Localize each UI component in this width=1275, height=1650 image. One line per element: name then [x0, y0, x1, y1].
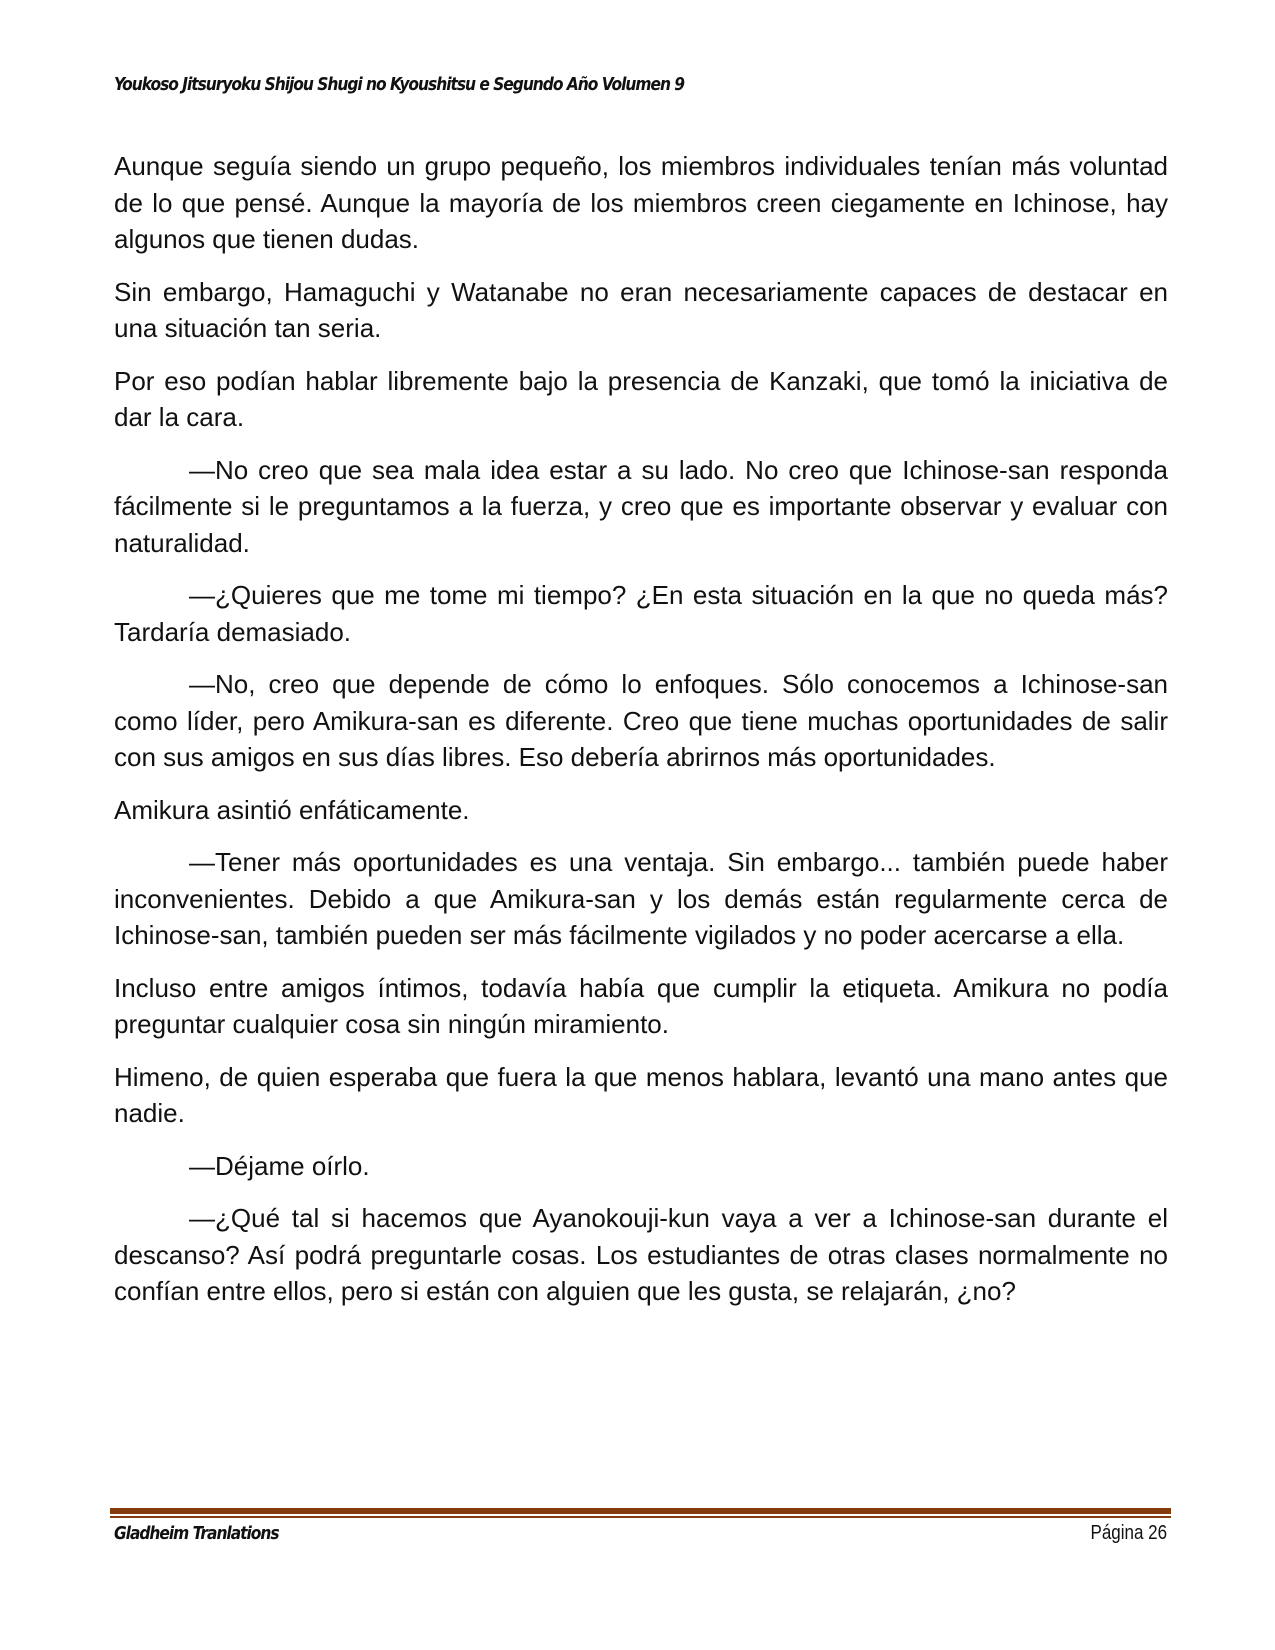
dialogue-paragraph: —¿Qué tal si hacemos que Ayanokouji-kun vaya a ver a Ichinose-san durante el descanso? Así podrá preguntarle cosas. Los estudiantes de otras clases normalmente no confían entre ellos, pero si están con alguien que les gusta, se relajarán, ¿no?: [114, 1203, 1168, 1306]
page-label: Página: [1090, 1522, 1144, 1544]
running-header: Youkoso Jitsuryoku Shijou Shugi no Kyoushitsu e Segundo Año Volumen 9: [114, 74, 685, 95]
footer-rule-thick: [110, 1508, 1171, 1514]
paragraph: Incluso entre amigos íntimos, todavía había que cumplir la etiqueta. Amikura no podía preguntar cualquier cosa sin ningún miramiento.: [114, 972, 1168, 1039]
dialogue-paragraph: —No, creo que depende de cómo lo enfoques. Sólo conocemos a Ichinose-san como líder, pero Amikura-san es diferente. Creo que tiene muchas oportunidades de salir con sus amigos en sus días libres. Eso debería abrirnos más oportunidades.: [114, 669, 1168, 772]
dialogue-paragraph: —No creo que sea mala idea estar a su lado. No creo que Ichinose-san responda fácilmente si le preguntamos a la fuerza, y creo que es importante observar y evaluar con naturalidad.: [114, 454, 1168, 558]
paragraph: Por eso podían hablar libremente bajo la presencia de Kanzaki, que tomó la iniciativa de dar la cara.: [114, 365, 1168, 432]
paragraph: Sin embargo, Hamaguchi y Watanabe no eran necesariamente capaces de destacar en una situación tan seria.: [114, 276, 1168, 343]
page-number-value: 26: [1148, 1522, 1167, 1544]
page-number: [1090, 1522, 1167, 1545]
dialogue-paragraph: —Tener más oportunidades es una ventaja. Sin embargo... también puede haber inconvenientes. Debido a que Amikura-san y los demás están regularmente cerca de Ichinose-san, también pueden ser más fácilmente vigilados y no poder acercarse a ella.: [114, 847, 1168, 950]
footer-rule-thin: [110, 1516, 1171, 1518]
dialogue-paragraph: —Déjame oírlo.: [189, 1150, 370, 1181]
paragraph: Himeno, de quien esperaba que fuera la que menos hablara, levantó una mano antes que nadie.: [114, 1061, 1168, 1128]
dialogue-paragraph: —¿Quieres que me tome mi tiempo? ¿En esta situación en la que no queda más? Tardaría demasiado.: [114, 580, 1168, 647]
paragraph: Aunque seguía siendo un grupo pequeño, los miembros individuales tenían más voluntad de lo que pensé. Aunque la mayoría de los miembros creen ciegamente en Ichinose, hay algunos que tienen dudas.: [114, 151, 1168, 254]
paragraph: Amikura asintió enfáticamente.: [114, 794, 470, 825]
footer-credit: Gladheim Tranlations: [114, 1523, 279, 1544]
page-body: [114, 148, 1168, 1326]
